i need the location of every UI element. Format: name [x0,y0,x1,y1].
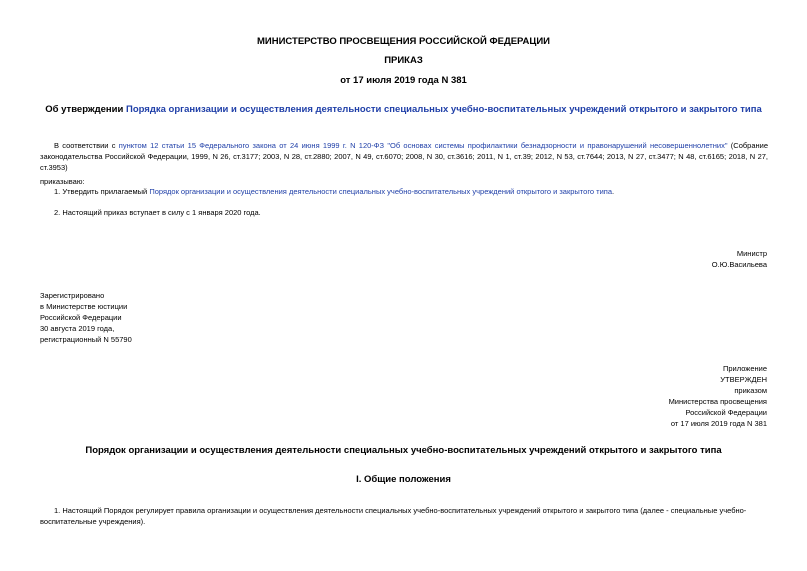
appendix-block [669,363,767,429]
registration-line-5: регистрационный N 55790 [40,335,132,344]
section-heading: I. Общие положения [356,474,451,485]
item1-prefix: 1. Утвердить прилагаемый [54,187,150,196]
registration-line-2: в Министерстве юстиции [40,302,128,311]
procedure-link[interactable]: Порядок организации и осуществления деятельности специальных учебно-воспитательных учреждений открытого и закрытого типа [149,187,613,196]
ministry-name: МИНИСТЕРСТВО ПРОСВЕЩЕНИЯ РОССИЙСКОЙ ФЕДЕРАЦИИ [256,36,551,47]
document-subject [0,104,807,116]
preamble-paragraph [40,140,768,173]
order-item-2: 2. Настоящий приказ вступает в силу с 1 января 2020 года. [54,208,261,217]
appendix-line-4: Министерства просвещения [668,397,767,406]
item1-suffix: . [612,187,615,196]
procedure-paragraph-1: 1. Настоящий Порядок регулирует правила организации и осуществления деятельности специальных учебно-воспитательных учреждений открытого и закрытого типа (далее - специальные учебно-воспитательные учреждения). [40,506,747,526]
preamble-text-1: В соответствии с [54,141,119,150]
preamble-text-2: (Собрание законодательства Российской Федерации, 1999, N 26, ст.3177; 2003, N 28, ст.2880; 2007, N 49, ст.6070; 2008, N 30, ст.3616; 2011, N 1, ст.39; 2012, N 53, ст.7644; 2013, N 27, ст.3477; N 48, ст.6165; 2018, N 27, ст.3953) [40,141,769,172]
procedure-title: Порядок организации и осуществления деятельности специальных учебно-воспитательных учреждений открытого и закрытого типа [85,445,722,456]
order-word: приказываю: [40,177,85,186]
subject-link[interactable]: Порядка организации и осуществления деятельности специальных учебно-воспитательных учреждений открытого и закрытого типа [125,104,762,115]
registration-line-4: 30 августа 2019 года, [40,324,115,333]
registration-block [40,290,132,345]
registration-line-3: Российской Федерации [40,313,122,322]
appendix-line-1: Приложение [723,364,767,373]
appendix-line-2: УТВЕРЖДЕН [720,375,767,384]
signature-position: Министр [736,249,767,258]
signature-name: О.Ю.Васильева [711,260,767,269]
appendix-line-6: от 17 июля 2019 года N 381 [670,419,767,428]
document-date-number: от 17 июля 2019 года N 381 [340,75,467,86]
order-item-1 [54,186,768,197]
document-type: ПРИКАЗ [384,55,423,66]
appendix-line-3: приказом [734,386,767,395]
appendix-line-5: Российской Федерации [685,408,767,417]
federal-law-link[interactable]: пунктом 12 статьи 15 Федерального закона от 24 июня 1999 г. N 120-ФЗ "Об основах системы профилактики безнадзорности и правонарушений несовершеннолетних" [118,141,728,150]
registration-line-1: Зарегистрировано [40,291,105,300]
subject-prefix: Об утверждении [45,104,126,115]
